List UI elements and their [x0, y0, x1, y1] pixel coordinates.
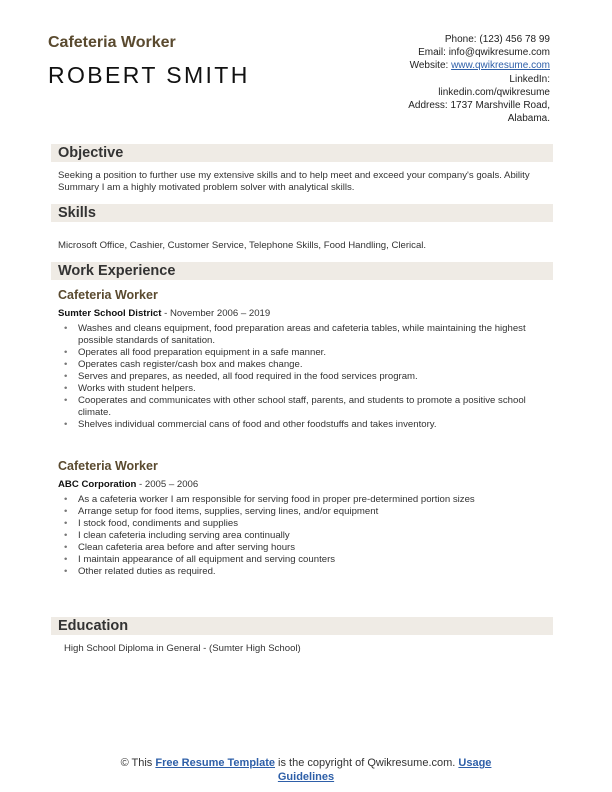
- job-2-dates: - 2005 – 2006: [136, 479, 199, 490]
- education-section-header: [51, 617, 553, 635]
- footer-prefix: © This: [120, 757, 156, 769]
- email-label: Email:: [418, 47, 446, 59]
- usage-guidelines-link-continued[interactable]: Guidelines: [277, 771, 335, 783]
- phone-label: Phone:: [444, 34, 477, 45]
- bullet-text: I stock food, condiments and supplies: [78, 518, 238, 529]
- job-1-dates: - November 2006 – 2019: [161, 308, 271, 319]
- bullet-text: Operates cash register/cash box and makes change.: [78, 359, 303, 370]
- list-item: [58, 383, 558, 395]
- list-item: [58, 347, 558, 359]
- contact-address-line2: Alabama.: [507, 113, 550, 125]
- bullet-text: Shelves individual commercial cans of food and other foodstuffs and takes inventory.: [78, 419, 437, 430]
- list-item: [58, 359, 558, 371]
- job-2-company: ABC Corporation: [58, 479, 137, 490]
- list-item: [58, 371, 558, 383]
- bullet-icon: •: [64, 518, 68, 529]
- website-link[interactable]: www.qwikresume.com: [451, 60, 550, 72]
- bullet-icon: •: [64, 323, 68, 334]
- work-experience-heading: Work Experience: [58, 263, 176, 279]
- bullet-icon: •: [64, 383, 68, 394]
- bullet-text: I maintain appearance of all equipment and serving counters: [78, 554, 336, 565]
- skills-section-header: [51, 204, 553, 222]
- list-item: [58, 530, 558, 542]
- bullet-text: Washes and cleans equipment, food preparation areas and cafeteria tables, while maintaining the highest possible standards of sanitation.: [78, 323, 526, 346]
- usage-guidelines-link[interactable]: Usage: [458, 757, 492, 769]
- bullet-text: Clean cafeteria area before and after serving hours: [78, 542, 296, 553]
- list-item: [58, 323, 558, 347]
- free-resume-template-link[interactable]: Free Resume Template: [155, 757, 275, 769]
- job-2-bullets: [58, 494, 558, 578]
- address-line1: 1737 Marshville Road,: [450, 100, 550, 112]
- bullet-icon: •: [64, 371, 68, 382]
- objective-heading: Objective: [58, 145, 124, 161]
- contact-phone: [320, 33, 550, 46]
- list-item: [58, 554, 558, 566]
- contact-address: [320, 99, 550, 112]
- list-item: [58, 518, 558, 530]
- copyright-footer: [60, 756, 552, 784]
- objective-text: Seeking a position to further use my extensive skills and to help meet and exceed your company's goals. Ability Summary I am a highly motivated problem solver with analytical skills.: [58, 170, 530, 193]
- bullet-text: Cooperates and communicates with other school staff, parents, and students to promote a positive school climate.: [78, 395, 526, 418]
- bullet-icon: •: [64, 419, 68, 430]
- bullet-icon: •: [64, 566, 68, 577]
- job-2-role: Cafeteria Worker: [58, 459, 158, 473]
- bullet-icon: •: [64, 395, 68, 406]
- contact-block: [320, 33, 550, 125]
- bullet-text: As a cafeteria worker I am responsible for serving food in proper pre-determined portion sizes: [78, 494, 475, 505]
- website-label: Website:: [409, 60, 449, 72]
- bullet-icon: •: [64, 542, 68, 553]
- list-item: [58, 506, 558, 518]
- job-1-company-line: [58, 308, 270, 319]
- list-item: [58, 566, 558, 578]
- education-heading: Education: [58, 618, 129, 634]
- list-item: [58, 395, 558, 419]
- work-experience-section-header: [51, 262, 553, 280]
- phone-value: (123) 456 78 99: [479, 34, 550, 45]
- education-text: High School Diploma in General - (Sumter High School): [64, 643, 301, 654]
- skills-heading: Skills: [58, 205, 96, 221]
- list-item: [58, 542, 558, 554]
- bullet-icon: •: [64, 347, 68, 358]
- bullet-icon: •: [64, 530, 68, 541]
- bullet-text: Serves and prepares, as needed, all food required in the food services program.: [78, 371, 418, 382]
- bullet-icon: •: [64, 506, 68, 517]
- resume-job-title: Cafeteria Worker: [48, 34, 176, 51]
- bullet-text: I clean cafeteria including serving area continually: [78, 530, 290, 541]
- footer-copyright-text: is the copyright of Qwikresume.com.: [275, 757, 459, 769]
- bullet-text: Operates all food preparation equipment in a safe manner.: [78, 347, 326, 358]
- contact-email: [320, 46, 550, 59]
- objective-section-header: [51, 144, 553, 162]
- email-value: info@qwikresume.com: [448, 47, 550, 59]
- bullet-text: Works with student helpers.: [78, 383, 196, 394]
- contact-linkedin-value: linkedin.com/qwikresume: [438, 86, 550, 98]
- bullet-icon: •: [64, 494, 68, 505]
- job-1-bullets: [58, 323, 558, 431]
- address-label: Address:: [408, 100, 448, 112]
- bullet-text: Arrange setup for food items, supplies, serving lines, and/or equipment: [78, 506, 379, 517]
- bullet-text: Other related duties as required.: [78, 566, 216, 577]
- candidate-name: ROBERT SMITH: [48, 62, 250, 88]
- contact-linkedin-label: LinkedIn:: [509, 73, 550, 85]
- list-item: [58, 494, 558, 506]
- bullet-icon: •: [64, 359, 68, 370]
- job-2-company-line: [58, 479, 198, 490]
- job-1-role: Cafeteria Worker: [58, 288, 158, 302]
- list-item: [58, 419, 558, 431]
- bullet-icon: •: [64, 554, 68, 565]
- contact-website: [320, 59, 550, 72]
- skills-text: Microsoft Office, Cashier, Customer Service, Telephone Skills, Food Handling, Clerical.: [58, 240, 427, 251]
- job-1-company: Sumter School District: [58, 308, 162, 319]
